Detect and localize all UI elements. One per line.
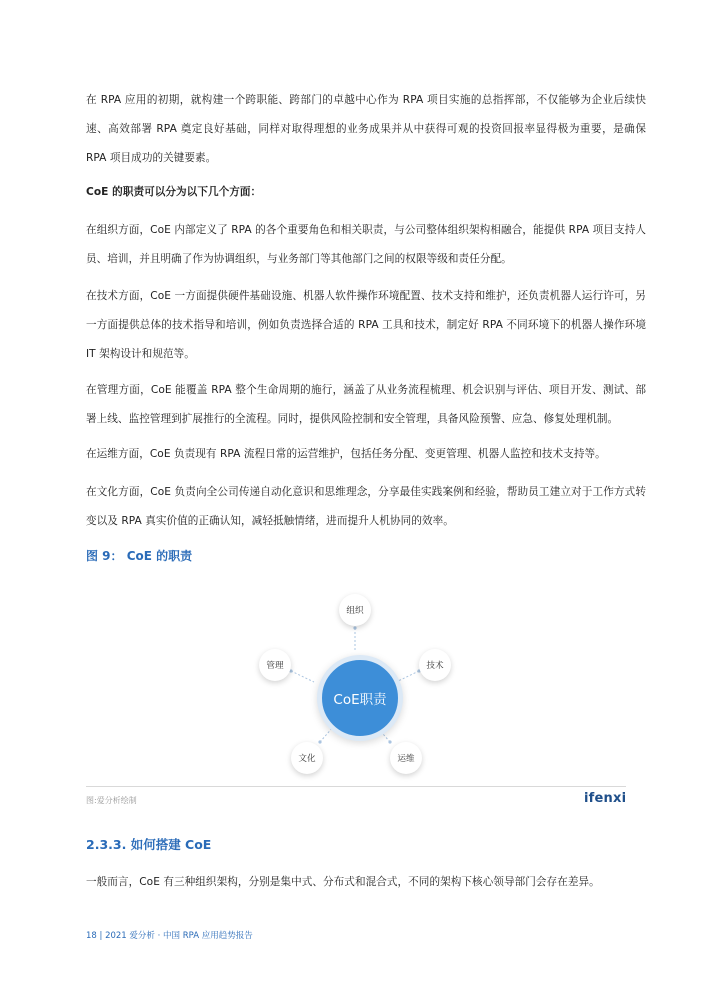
ifenxi-logo: ifenxi: [584, 791, 627, 806]
figure-source: 图:爱分析绘制: [86, 796, 137, 805]
node-mgmt: 管理: [259, 649, 291, 681]
node-tech: 技术: [419, 649, 451, 681]
org-paragraph: 在组织方面，CoE 内部定义了 RPA 的各个重要角色和相关职责，与公司整体组织架构相融合，能提供 RPA 项目支持人员、培训，并且明确了作为协调组织，与业务部门等其他部门之间的权限等级和责任分配。: [86, 224, 646, 265]
mgmt-paragraph: 在管理方面，CoE 能覆盖 RPA 整个生命周期的施行，涵盖了从业务流程梳理、机会识别与评估、项目开发、测试、部署上线、监控管理到扩展推行的全流程。同时，提供风险控制和安全管理，具备风险预警、应急、修复处理机制。: [86, 384, 646, 425]
figure-divider: [86, 786, 626, 787]
page-footer: 18 | 2021 爱分析 · 中国 RPA 应用趋势报告: [86, 931, 253, 941]
section-heading: 2.3.3. 如何搭建 CoE: [86, 837, 212, 852]
tech-paragraph: 在技术方面，CoE 一方面提供硬件基础设施、机器人软件操作环境配置、技术支持和维护，还负责机器人运行许可，另一方面提供总体的技术指导和培训，例如负责选择合适的 RPA 工具和技术，制定好 RPA 不同环境下的机器人操作环境 IT 架构设计和规范等。: [86, 290, 646, 360]
coe-duties-heading: CoE 的职责可以分为以下几个方面：: [86, 186, 262, 198]
ops-paragraph: 在运维方面，CoE 负责现有 RPA 流程日常的运营维护，包括任务分配、变更管理、机器人监控和技术支持等。: [86, 448, 606, 460]
culture-paragraph: 在文化方面，CoE 负责向全公司传递自动化意识和思维理念，分享最佳实践案例和经验，帮助员工建立对于工作方式转变以及 RPA 真实价值的正确认知，减轻抵触情绪，进而提升人机协同的效率。: [86, 486, 646, 527]
connector-mgmt: [291, 671, 314, 682]
section-paragraph: 一般而言，CoE 有三种组织架构，分别是集中式、分布式和混合式，不同的架构下核心领导部门会存在差异。: [86, 876, 600, 888]
intro-paragraph: 在 RPA 应用的初期，就构建一个跨职能、跨部门的卓越中心作为 RPA 项目实施的总指挥部，不仅能够为企业后续快速、高效部署 RPA 奠定良好基础，同样对取得理想的业务成果并从中获得可观的投资回报率显得极为重要，是确保 RPA 项目成功的关键要素。: [86, 94, 646, 164]
figure-title: 图 9： CoE 的职责: [86, 549, 193, 563]
node-culture: 文化: [291, 742, 323, 774]
node-center: CoE职责: [317, 655, 403, 741]
node-org: 组织: [339, 594, 371, 626]
node-ops: 运维: [390, 742, 422, 774]
